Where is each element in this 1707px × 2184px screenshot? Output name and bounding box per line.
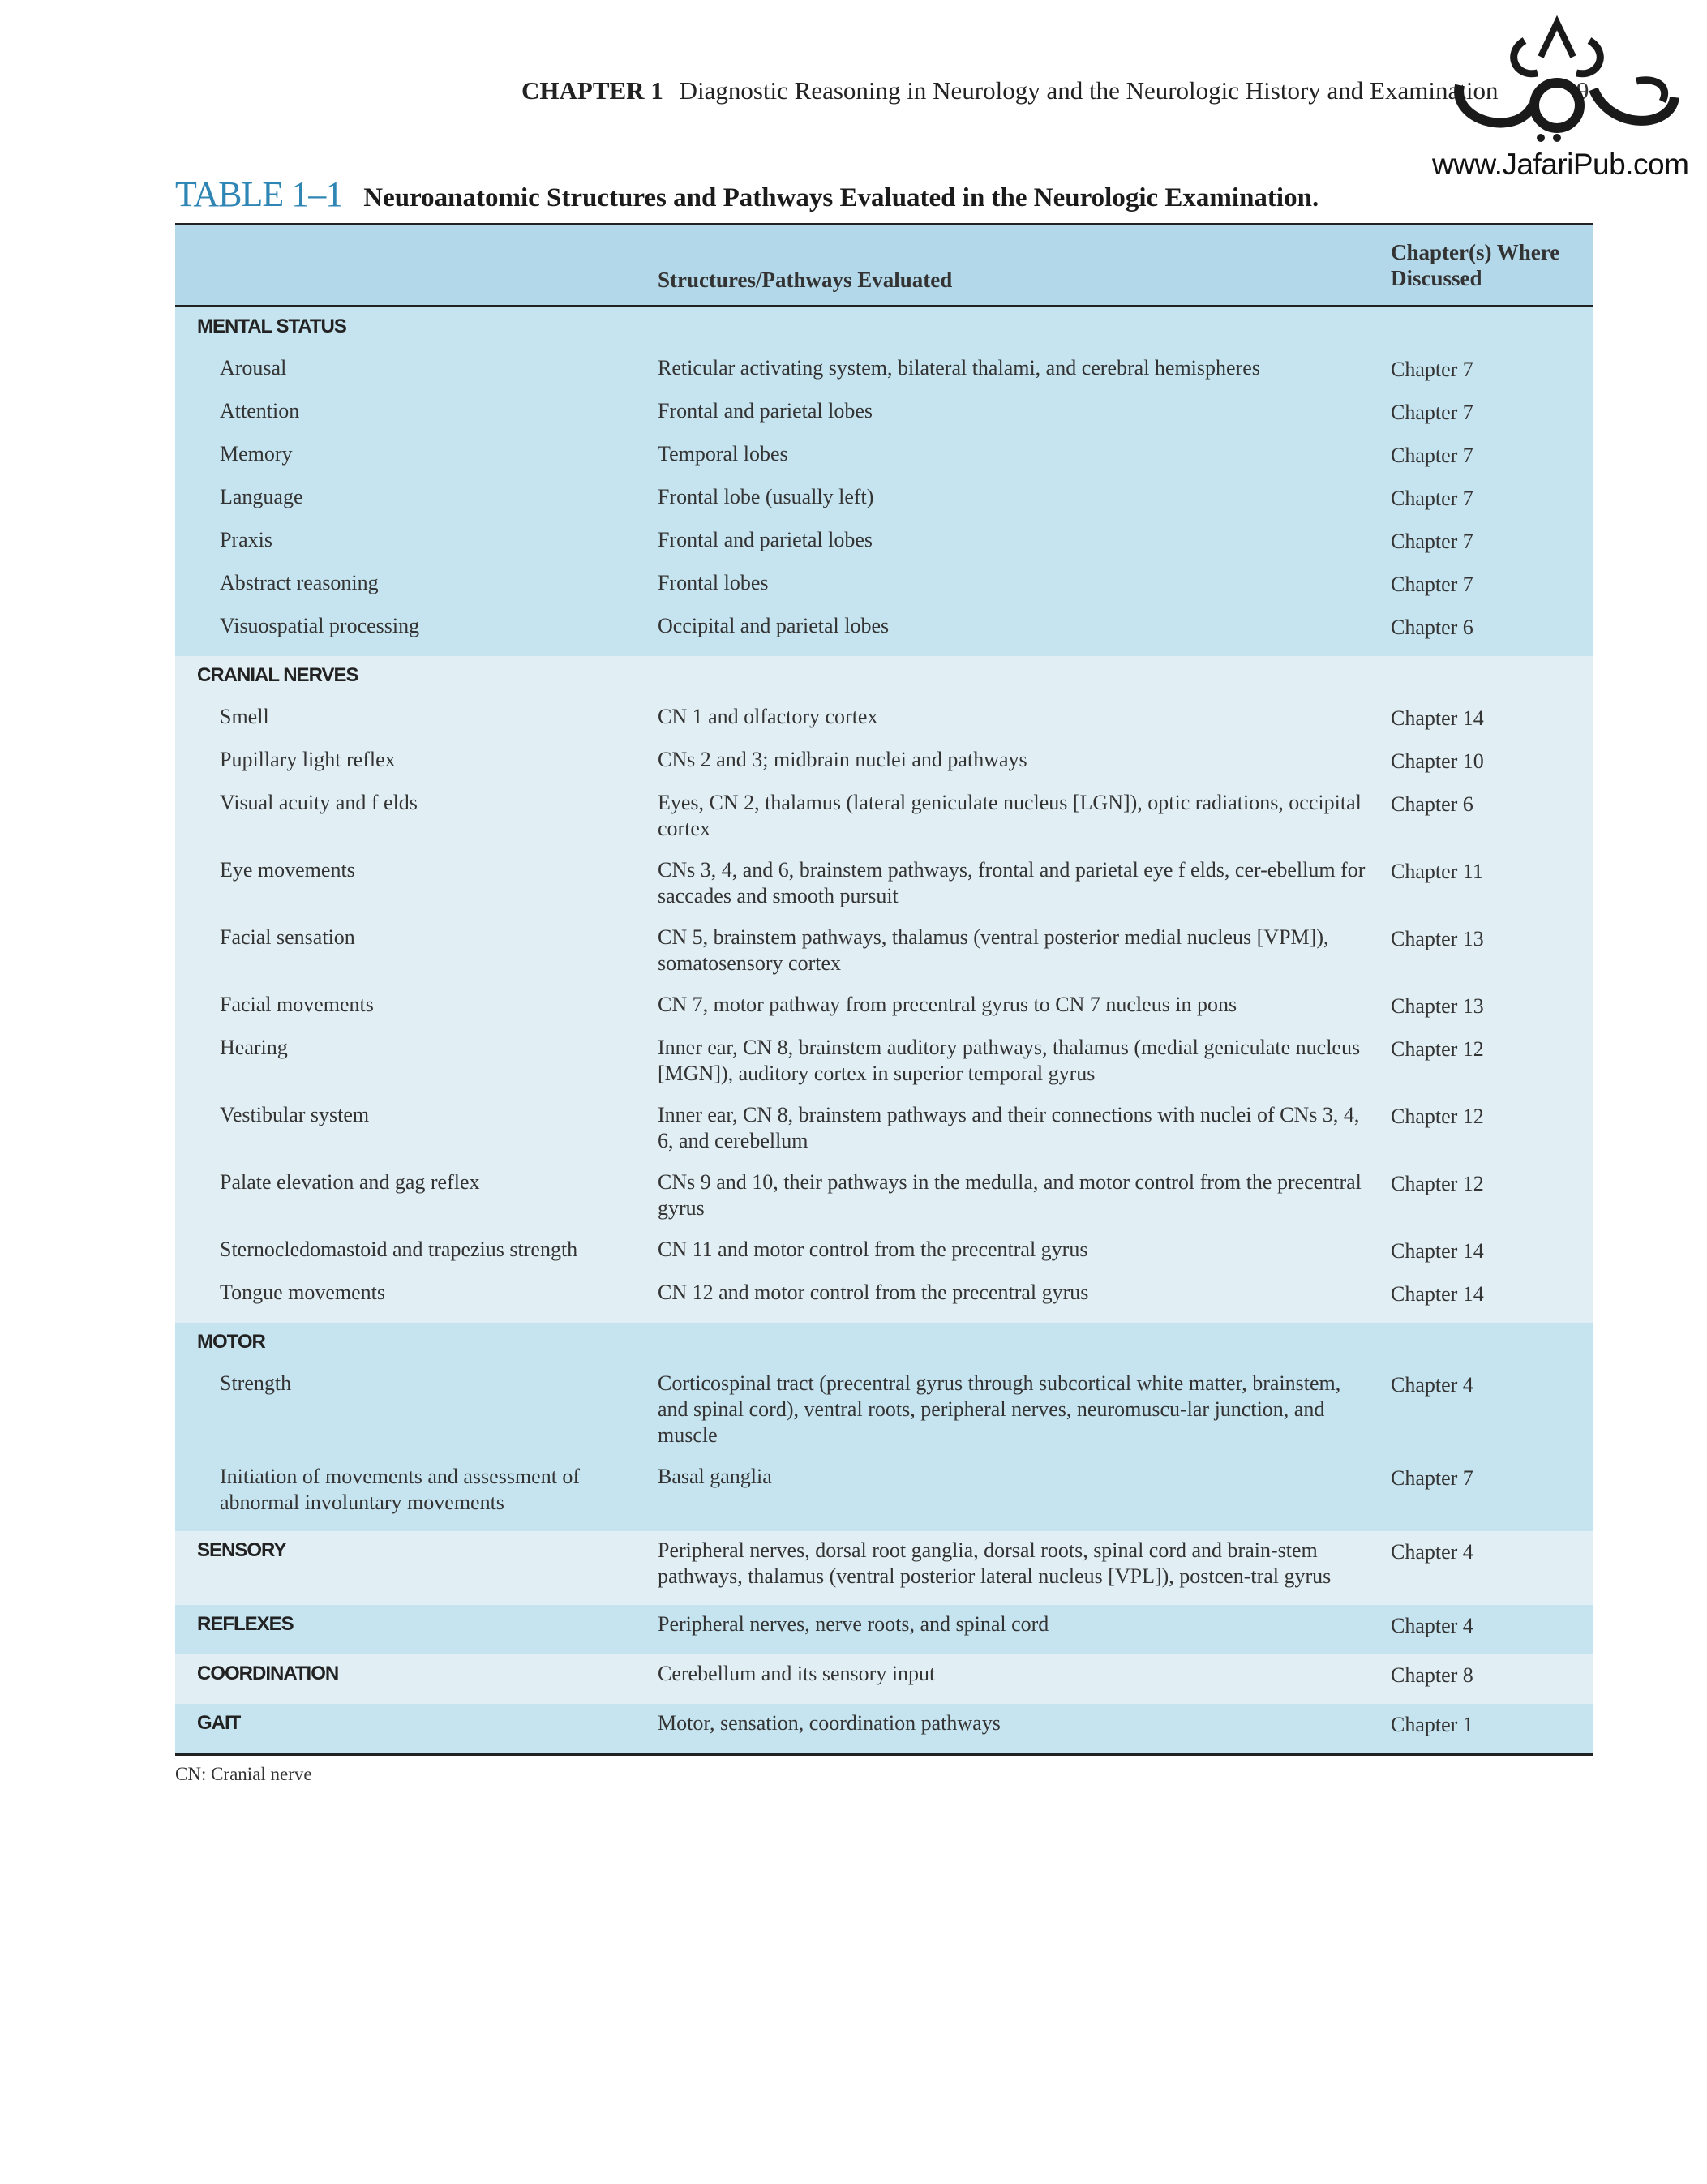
neuroanatomy-table [175, 223, 1593, 1756]
table-row [175, 1237, 1593, 1280]
structures-cell: Frontal and parietal lobes [658, 528, 873, 551]
table-row [175, 1102, 1593, 1169]
table-row [175, 1280, 1593, 1323]
table-header-row [175, 225, 1593, 307]
structures-cell: Frontal lobe (usually left) [658, 485, 874, 508]
table-row [175, 527, 1593, 570]
section-sensory [175, 1531, 1593, 1605]
structures-cell: Frontal and parietal lobes [658, 399, 873, 423]
structures-cell: CN 5, brainstem pathways, thalamus (ventral posterior medial nucleus [VPM]), somatosensory cortex [658, 925, 1329, 975]
exam-item: Pupillary light reflex [220, 748, 396, 771]
chapter-title: Diagnostic Reasoning in Neurology and the Neurologic History and Examination [679, 76, 1499, 105]
exam-item: Memory [220, 442, 293, 466]
section-heading: REFLEXES [197, 1613, 294, 1635]
chapter-cell: Chapter 14 [1391, 1282, 1484, 1306]
chapter-cell: Chapter 13 [1391, 927, 1484, 950]
chapter-label: CHAPTER 1 [521, 76, 663, 105]
section-heading: SENSORY [197, 1539, 286, 1561]
section-motor [175, 1323, 1593, 1531]
table-row [175, 613, 1593, 656]
table-row [175, 747, 1593, 790]
section-mental-status [175, 307, 1593, 656]
structures-cell: Temporal lobes [658, 442, 788, 466]
table-row [175, 1710, 1593, 1753]
exam-item: Praxis [220, 528, 272, 551]
table-row [175, 857, 1593, 925]
structures-cell: Cerebellum and its sensory input [658, 1662, 936, 1685]
table-row [175, 992, 1593, 1035]
header-structures: Structures/Pathways Evaluated [658, 268, 953, 292]
exam-item: Smell [220, 705, 269, 728]
structures-cell: Inner ear, CN 8, brainstem auditory pathways, thalamus (medial geniculate nucleus [MGN]), auditory cortex in superior temporal gyrus [658, 1036, 1361, 1085]
table-row [175, 355, 1593, 398]
section-heading: MENTAL STATUS [197, 315, 346, 337]
exam-item: Sternocledomastoid and trapezius strength [220, 1238, 578, 1261]
chapter-cell: Chapter 8 [1391, 1663, 1473, 1687]
section-gait [175, 1704, 1593, 1756]
section-heading: GAIT [197, 1712, 241, 1734]
structures-cell: CN 1 and olfactory cortex [658, 705, 878, 728]
table-row [175, 484, 1593, 527]
running-head [521, 76, 1498, 105]
table-row [175, 398, 1593, 441]
chapter-cell: Chapter 7 [1391, 401, 1473, 424]
section-reflexes [175, 1605, 1593, 1654]
page-number: 9 [1576, 76, 1589, 105]
chapter-cell: Chapter 10 [1391, 749, 1484, 773]
table-row [175, 790, 1593, 857]
chapter-cell: Chapter 4 [1391, 1373, 1473, 1397]
chapter-cell: Chapter 6 [1391, 616, 1473, 639]
table-caption [175, 174, 1319, 215]
table-row [175, 1464, 1593, 1531]
structures-cell: Frontal lobes [658, 571, 769, 594]
chapter-cell: Chapter 13 [1391, 994, 1484, 1018]
table-row [175, 925, 1593, 992]
table-row [175, 441, 1593, 484]
structures-cell: CNs 2 and 3; midbrain nuclei and pathways [658, 748, 1027, 771]
exam-item: Hearing [220, 1036, 288, 1059]
structures-cell: Inner ear, CN 8, brainstem pathways and their connections with nuclei of CNs 3, 4, 6, and cerebellum [658, 1103, 1360, 1152]
chapter-cell: Chapter 7 [1391, 1466, 1473, 1490]
chapter-cell: Chapter 7 [1391, 358, 1473, 381]
structures-cell: CN 12 and motor control from the precentral gyrus [658, 1281, 1089, 1304]
structures-cell: Peripheral nerves, nerve roots, and spinal cord [658, 1612, 1049, 1636]
exam-item: Arousal [220, 356, 287, 380]
exam-item: Palate elevation and gag reflex [220, 1170, 480, 1194]
table-number: TABLE 1–1 [175, 174, 343, 214]
exam-item: Visual acuity and f elds [220, 791, 418, 814]
exam-item: Abstract reasoning [220, 571, 379, 594]
table-row [175, 704, 1593, 747]
structures-cell: CN 7, motor pathway from precentral gyrus to CN 7 nucleus in pons [658, 993, 1237, 1016]
table-row [175, 1035, 1593, 1102]
publisher-watermark [1427, 8, 1703, 181]
table-row [175, 1611, 1593, 1654]
structures-cell: Reticular activating system, bilateral thalami, and cerebral hemispheres [658, 356, 1260, 380]
structures-cell: Basal ganglia [658, 1465, 772, 1488]
section-heading: MOTOR [197, 1331, 265, 1353]
chapter-cell: Chapter 6 [1391, 792, 1473, 816]
exam-item: Eye movements [220, 858, 355, 882]
section-heading-row [175, 1329, 1593, 1371]
section-heading: CRANIAL NERVES [197, 664, 358, 686]
exam-item: Visuospatial processing [220, 614, 420, 637]
chapter-cell: Chapter 1 [1391, 1713, 1473, 1736]
table-row [175, 1169, 1593, 1237]
structures-cell: CN 11 and motor control from the precentral gyrus [658, 1238, 1088, 1261]
section-heading: COORDINATION [197, 1663, 339, 1684]
header-chapters: Chapter(s) Where Discussed [1391, 240, 1560, 290]
exam-item: Tongue movements [220, 1281, 385, 1304]
chapter-cell: Chapter 12 [1391, 1105, 1484, 1128]
section-coordination [175, 1654, 1593, 1704]
publisher-logo-icon [1427, 8, 1695, 146]
structures-cell: Peripheral nerves, dorsal root ganglia, dorsal roots, spinal cord and brain-stem pathways, thalamus (ventral posterior lateral nucleus [VPL]), postcen-tral gyrus [658, 1538, 1332, 1588]
exam-item: Attention [220, 399, 300, 423]
publisher-url: www.JafariPub.com [1432, 148, 1689, 181]
chapter-cell: Chapter 7 [1391, 487, 1473, 510]
section-cranial-nerves [175, 656, 1593, 1323]
section-heading-row [175, 314, 1593, 355]
table-row [175, 1538, 1593, 1605]
exam-item: Language [220, 485, 303, 508]
structures-cell: Occipital and parietal lobes [658, 614, 890, 637]
structures-cell: Corticospinal tract (precentral gyrus through subcortical white matter, brainstem, and spinal cord), ventral roots, peripheral nerves, neuromuscu-lar junction, and muscle [658, 1371, 1341, 1447]
chapter-cell: Chapter 14 [1391, 1239, 1484, 1263]
structures-cell: Eyes, CN 2, thalamus (lateral geniculate nucleus [LGN]), optic radiations, occipital cortex [658, 791, 1362, 840]
structures-cell: Motor, sensation, coordination pathways [658, 1711, 1001, 1735]
structures-cell: CNs 3, 4, and 6, brainstem pathways, frontal and parietal eye f elds, cer-ebellum for saccades and smooth pursuit [658, 858, 1366, 907]
chapter-cell: Chapter 11 [1391, 860, 1483, 883]
section-heading-row [175, 663, 1593, 704]
exam-item: Facial movements [220, 993, 374, 1016]
table-title: Neuroanatomic Structures and Pathways Evaluated in the Neurologic Examination. [363, 183, 1319, 212]
chapter-cell: Chapter 7 [1391, 573, 1473, 596]
table-row [175, 570, 1593, 613]
table-row [175, 1371, 1593, 1464]
chapter-cell: Chapter 14 [1391, 706, 1484, 730]
chapter-cell: Chapter 12 [1391, 1172, 1484, 1195]
exam-item: Vestibular system [220, 1103, 370, 1126]
chapter-cell: Chapter 12 [1391, 1037, 1484, 1061]
table-row [175, 1661, 1593, 1704]
chapter-cell: Chapter 7 [1391, 530, 1473, 553]
exam-item: Facial sensation [220, 925, 355, 949]
chapter-cell: Chapter 4 [1391, 1540, 1473, 1564]
exam-item: Strength [220, 1371, 292, 1395]
structures-cell: CNs 9 and 10, their pathways in the medulla, and motor control from the precentral gyrus [658, 1170, 1362, 1220]
exam-item: Initiation of movements and assessment of abnormal involuntary movements [220, 1465, 581, 1514]
chapter-cell: Chapter 7 [1391, 444, 1473, 467]
table-footnote: CN: Cranial nerve [175, 1764, 312, 1784]
chapter-cell: Chapter 4 [1391, 1614, 1473, 1637]
